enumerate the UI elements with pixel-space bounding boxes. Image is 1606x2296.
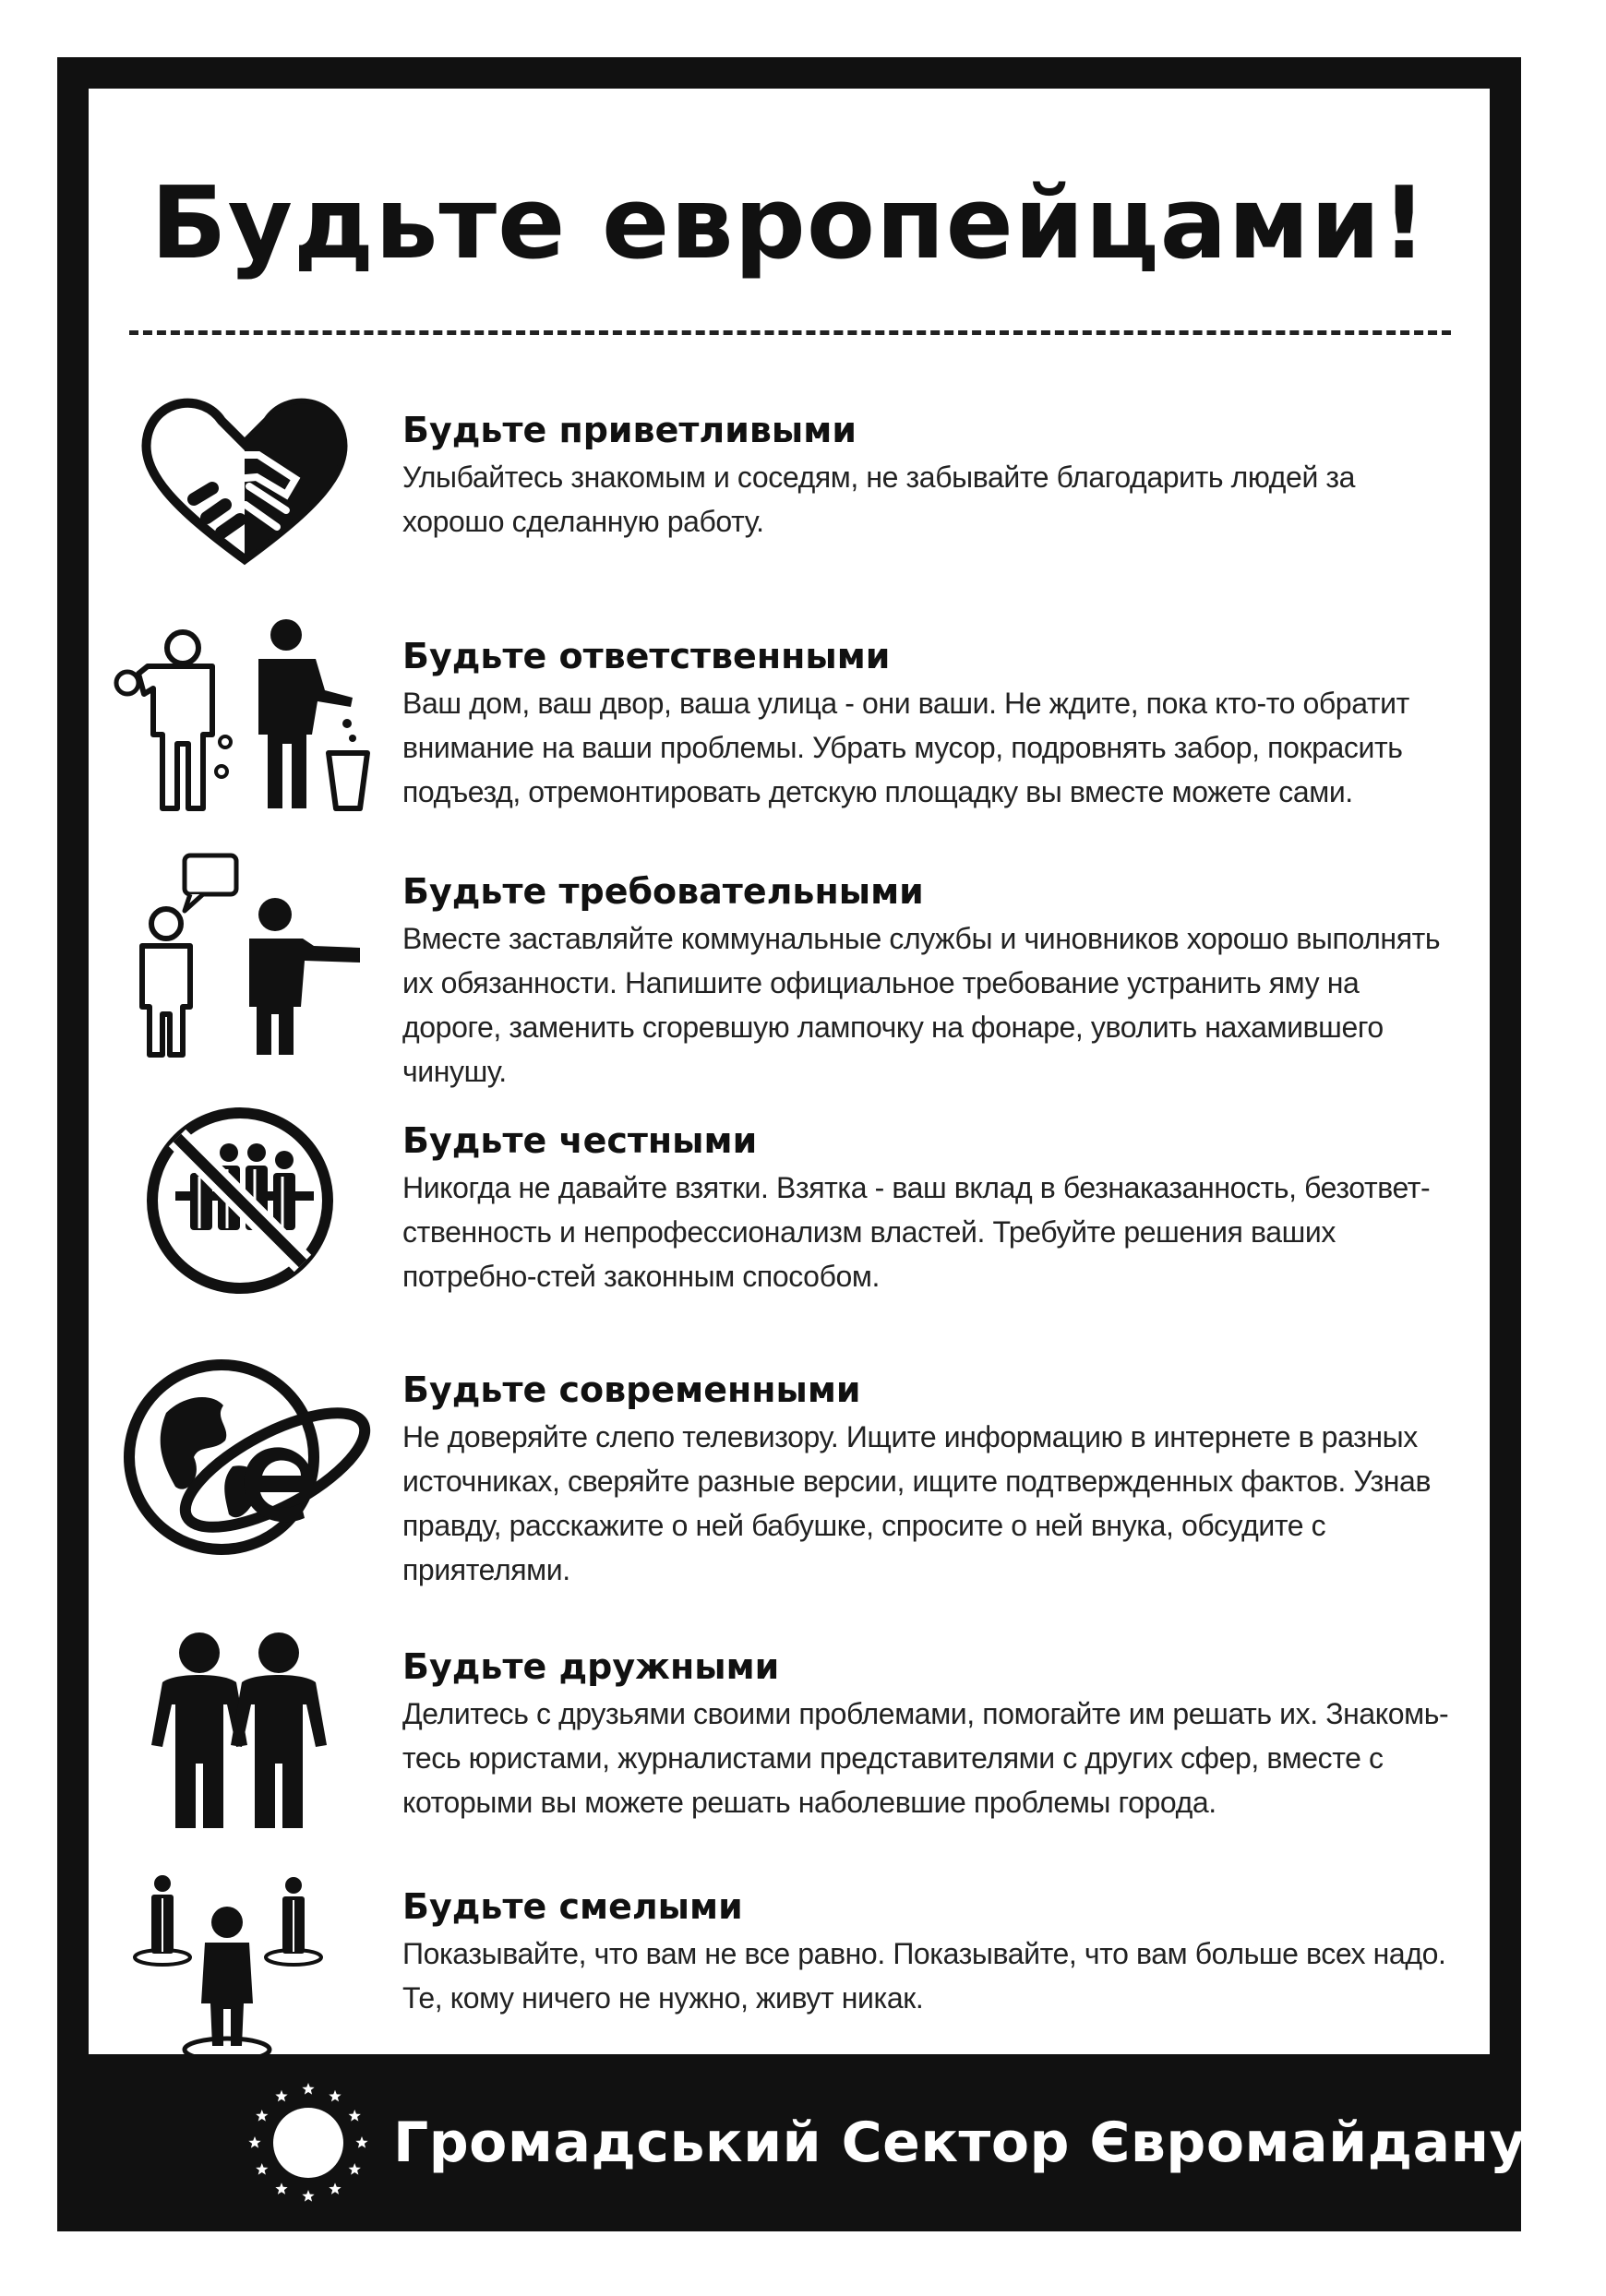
eu-stars-sun-icon [244, 2078, 373, 2207]
star-icon [275, 2090, 287, 2102]
no-bribery-icon [111, 1099, 378, 1311]
page-title: Будьте европейцами! [150, 166, 1428, 281]
section-heading: Будьте смелыми [402, 1886, 743, 1927]
section-heading: Будьте приветливыми [402, 410, 857, 450]
star-icon [256, 2163, 268, 2175]
star-icon [349, 2163, 361, 2175]
friends-icon [111, 1625, 378, 1837]
star-icon [355, 2136, 367, 2148]
section-body: Не доверяйте слепо телевизору. Ищите информацию в интернете в разных источниках, сверяйте разные версии, ищите подтвержденных фактов. Узнав правду, расскажите о ней бабушке, спросите о ней внука, обсудите с приятелями. [402, 1420, 1432, 1586]
section-body: Ваш дом, ваш двор, ваша улица - они ваши. Не ждите, пока кто-то обратит внимание на ваши проблемы. Убрать мусор, подровнять забор, покрасить подъезд, отремонтировать детскую площадку вы вместе можете сами. [402, 687, 1409, 808]
star-icon [329, 2090, 341, 2102]
section-body: Никогда не давайте взятки. Взятка - ваш вклад в безнаказанность, безответ-ственность и непрофессионализм властей. Требуйте решения ваших потребно-стей законным способом. [402, 1171, 1431, 1293]
section-heading: Будьте честными [402, 1120, 758, 1161]
flyer-content [89, 89, 1490, 2054]
dashed-divider [129, 330, 1451, 335]
star-icon [248, 2136, 260, 2148]
section-heading: Будьте требовательными [402, 871, 924, 912]
standing-out-icon [111, 1865, 378, 2077]
star-icon [256, 2110, 268, 2122]
star-icon [302, 2083, 314, 2095]
section-heading: Будьте дружными [402, 1646, 780, 1687]
flyer-frame [57, 57, 1527, 2231]
star-icon [349, 2110, 361, 2122]
section-heading: Будьте ответственными [402, 636, 891, 676]
section-body: Делитесь с друзьями своими проблемами, помогайте им решать их. Знакомь-тесь юристами, журналистами представителями с других сфер, вместе с которыми вы можете решать наболевшие проблемы города. [402, 1697, 1449, 1819]
litter-bin-icon [111, 615, 378, 827]
star-icon [302, 2190, 314, 2202]
section-body: Показывайте, что вам не все равно. Показывайте, что вам больше всех надо. Те, кому ничего не нужно, живут никак. [402, 1937, 1446, 2015]
handshake-heart-icon [111, 370, 378, 582]
section-body: Вместе заставляйте коммунальные службы и чиновников хорошо выполнять их обязанности. Напишите официальное требование устранить яму на дороге, заменить сгоревшую лампочку на фонаре, уволить нахамившего чинушу. [402, 922, 1441, 1088]
footer-bar [89, 2054, 1527, 2231]
footer-organization-name: Громадський Сектор Євромайдану [393, 2111, 1527, 2175]
section-heading: Будьте современными [402, 1369, 861, 1410]
section-body: Улыбайтесь знакомым и соседям, не забывайте благодарить людей за хорошо сделанную работу. [402, 460, 1356, 538]
star-icon [275, 2182, 287, 2194]
internet-globe-icon [111, 1348, 378, 1561]
star-icon [329, 2182, 341, 2194]
demand-speech-icon [111, 850, 378, 1062]
